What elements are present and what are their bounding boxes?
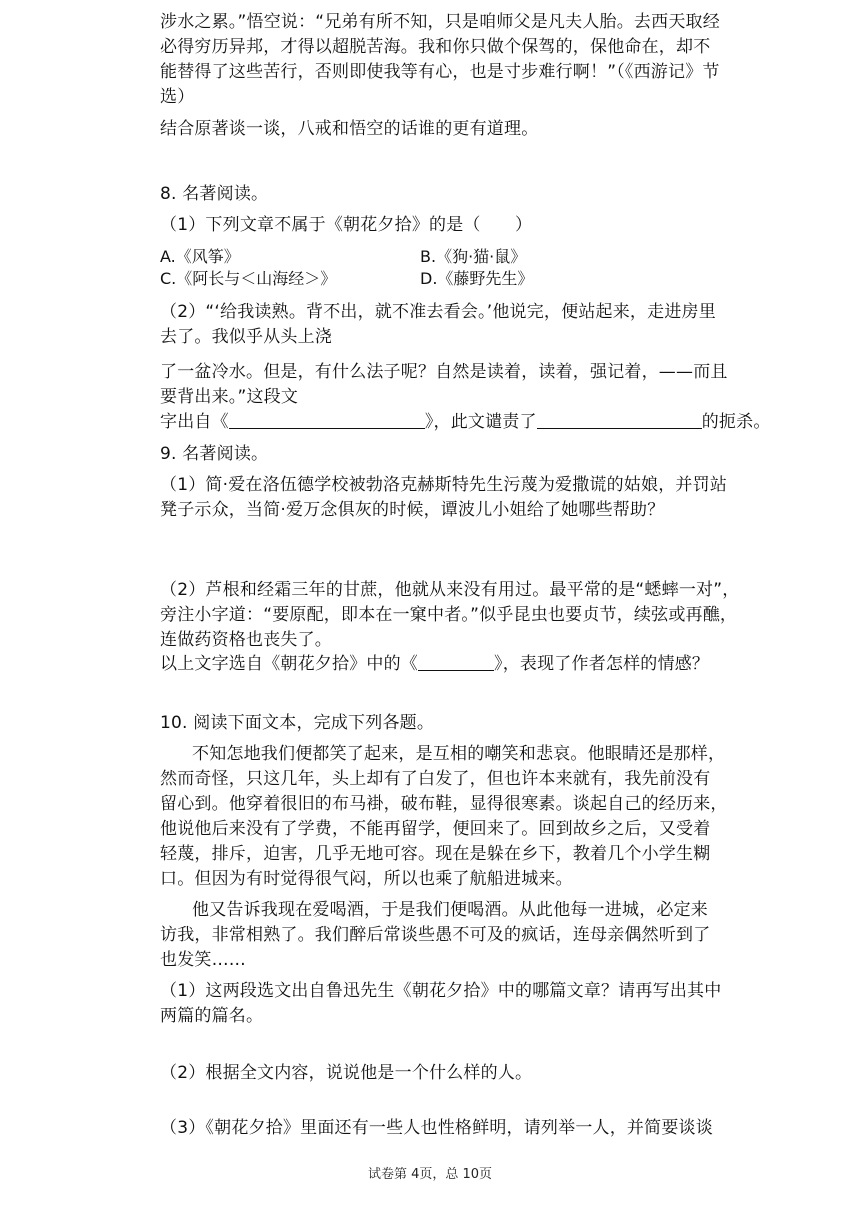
q8-sub1: （1）下列文章不属于《朝花夕拾》的是（ ） [160, 215, 533, 235]
page-footer: 试卷第 4页，总 10页 [367, 1167, 493, 1182]
q8-blank-title[interactable] [229, 410, 425, 429]
q10-para1-line-6: 口。但因为有时觉得很气闷，所以也乘了航船进城来。 [160, 869, 573, 889]
q8-option-a: A.《风筝》 [160, 247, 240, 266]
q8-fill-text-c: 的扼杀。 [701, 412, 771, 432]
q10-para2-line-1: 他又告诉我现在爱喝酒，于是我们便喝酒。从此他每一进城，必定来 [192, 900, 708, 920]
q10-sub3: （3）《朝花夕拾》里面还有一些人也性格鲜明，请列举一人，并简要谈谈 [160, 1118, 713, 1138]
q9-sub1-line-1: （1）简·爱在洛伍德学校被勃洛克赫斯特先生污蔑为爱撒谎的姑娘，并罚站 [160, 475, 728, 495]
q8-option-b: B.《狗·猫·鼠》 [420, 247, 527, 266]
q8-fill-text-b: 》，此文谴责了 [424, 412, 537, 432]
q8-sub2-line-2: 去了。我似乎从头上浇 [160, 327, 332, 347]
q9-fill-text-b: 》，表现了作者怎样的情感？ [494, 654, 710, 674]
q8-blank-target[interactable] [537, 410, 702, 429]
q8-sub2-line-3: 了一盆冷水。但是，有什么法子呢？自然是读着，读着，强记着，——而且 [160, 362, 728, 382]
q10-para1-line-3: 留心到。他穿着很旧的布马褂，破布鞋，显得很寒素。谈起自己的经历来， [160, 794, 728, 814]
q9-sub2-line-2: 旁注小字道：“要原配，即本在一窠中者。”似乎昆虫也要贞节，续弦或再醮， [160, 605, 738, 625]
q10-para1-line-5: 轻蔑，排斥，迫害，几乎无地可容。现在是躲在乡下，教着几个小学生糊 [160, 844, 711, 864]
q10-para1-line-1: 不知怎地我们便都笑了起来，是互相的嘲笑和悲哀。他眼睛还是那样， [192, 744, 726, 764]
q8-option-c: C.《阿长与＜山海经＞》 [160, 269, 337, 288]
q8-title: 8. 名著阅读。 [160, 184, 269, 204]
q9-blank-title[interactable] [418, 652, 494, 671]
q9-sub1-line-2: 凳子示众，当简·爱万念俱灰的时候，谭波儿小姐给了她哪些帮助？ [160, 500, 665, 520]
intro-line-3: 能替得了这些苦行，否则即使我等有心，也是寸步难行啊！”（《西游记》节 [160, 62, 720, 82]
q10-para2-line-2: 访我，非常相熟了。我们醉后常谈些愚不可及的疯话，连母亲偶然听到了 [160, 925, 711, 945]
q9-title: 9. 名著阅读。 [160, 444, 269, 464]
q9-sub2-fill-line [160, 652, 709, 676]
q10-para1-line-2: 然而奇怪，只这几年，头上却有了白发了，但也许本来就有，我先前没有 [160, 769, 711, 789]
intro-line-4: 选） [160, 87, 195, 107]
q8-sub2-line-1: （2）“‘给我读熟。背不出，就不准去看会。’他说完，便站起来，走进房里 [160, 302, 716, 322]
q8-fill-text-a: 字出自《 [160, 412, 229, 432]
intro-line-1: 涉水之累。”悟空说：“兄弟有所不知，只是咱师父是凡夫人胎。去西天取经 [160, 12, 720, 32]
q8-sub2-fill-line [160, 410, 771, 434]
q10-sub2: （2）根据全文内容，说说他是一个什么样的人。 [160, 1063, 533, 1083]
q9-sub2-line-1: （2）芦根和经霜三年的甘蔗，他就从来没有用过。最平常的是“蟋蟀一对”， [160, 580, 740, 600]
q10-title: 10. 阅读下面文本，完成下列各题。 [160, 713, 435, 733]
intro-question: 结合原著谈一谈，八戒和悟空的话谁的更有道理。 [160, 119, 539, 139]
q10-para1-line-4: 他说他后来没有了学费，不能再留学，便回来了。回到故乡之后，又受着 [160, 819, 711, 839]
q10-sub1-line-1: （1）这两段选文出自鲁迅先生《朝花夕拾》中的哪篇文章？请再写出其中 [160, 981, 722, 1001]
q9-sub2-line-3: 连做药资格也丧失了。 [160, 630, 332, 650]
q10-sub1-line-2: 两篇的篇名。 [160, 1006, 264, 1026]
q8-sub2-line-4: 要背出来。”这段文 [160, 387, 299, 407]
q10-para2-line-3: 也发笑…… [160, 950, 246, 970]
q8-option-d: D.《藤野先生》 [420, 269, 534, 288]
intro-line-2: 必得穷历异邦，才得以超脱苦海。我和你只做个保驾的，保他命在，却不 [160, 37, 711, 57]
q9-fill-text-a: 以上文字选自《朝花夕拾》中的《 [160, 654, 418, 674]
